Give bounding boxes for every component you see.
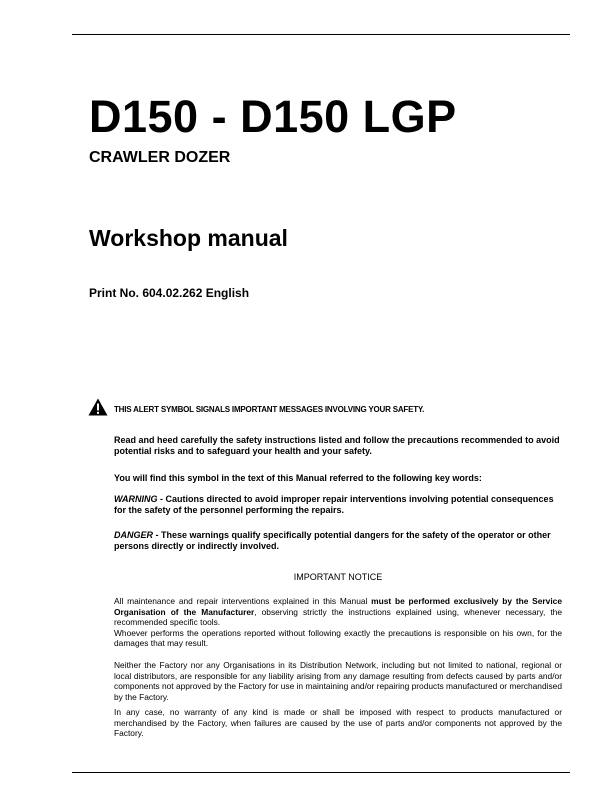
notice-p1-bold: must be performed exclusively by the Service Organisation of the Manufacturer: [114, 596, 562, 617]
print-number: Print No. 604.02.262 English: [89, 286, 250, 300]
notice-paragraph-3: In any case, no warranty of any kind is made or shall be imposed with respect to products manufactured or merchandised by the Factory, when failures are caused by the use of parts and/or components not approved by the Factory.: [114, 707, 562, 738]
danger-text: - These warnings qualify specifically potential dangers for the safety of the operator or other persons directly or indirectly involved.: [114, 530, 551, 551]
document-type: Workshop manual: [89, 225, 288, 251]
important-notice-heading: IMPORTANT NOTICE: [293, 572, 383, 582]
danger-label: DANGER: [114, 530, 154, 540]
page-subtitle: CRAWLER DOZER: [89, 149, 231, 166]
notice-p1-a: All maintenance and repair interventions explained in this Manual: [114, 596, 372, 606]
bottom-rule: [72, 772, 570, 773]
warning-text: - Cautions directed to avoid improper repair interventions involving potential consequences for the safety of the personnel performing the repairs.: [114, 494, 554, 515]
safety-instructions: Read and heed carefully the safety instructions listed and follow the precautions recommended to avoid potential risks and to safeguard your health and your safety.: [114, 435, 560, 456]
danger-definition: [114, 530, 566, 552]
notice-paragraph-2: Neither the Factory nor any Organisations in its Distribution Network, including but not limited to national, regional or local distributors, are responsible for any liability arising from any damage resulting from defects caused by parts and/or components not approved by the Factory for use in maintaining and/or repairing products manufactured or merchandised by the Factory.: [114, 660, 562, 702]
notice-p1-b: , observing strictly the instructions explained using, whenever necessary, the recommended specific tools.: [114, 606, 562, 627]
safety-alert: [88, 398, 568, 418]
key-words-intro: You will find this symbol in the text of this Manual referred to the following key words:: [114, 473, 482, 483]
top-rule: [72, 34, 570, 35]
notice-p1-c: Whoever performs the operations reported without following exactly the precautions is responsible on his own, for the damages that may result.: [114, 627, 562, 648]
notice-paragraph-1: [114, 596, 562, 649]
warning-label: WARNING: [114, 494, 158, 504]
warning-triangle-icon: [88, 398, 108, 416]
alert-text: THIS ALERT SYMBOL SIGNALS IMPORTANT MESSAGES INVOLVING YOUR SAFETY.: [114, 405, 425, 414]
page-title: D150 - D150 LGP: [89, 91, 457, 142]
warning-definition: [114, 494, 566, 516]
